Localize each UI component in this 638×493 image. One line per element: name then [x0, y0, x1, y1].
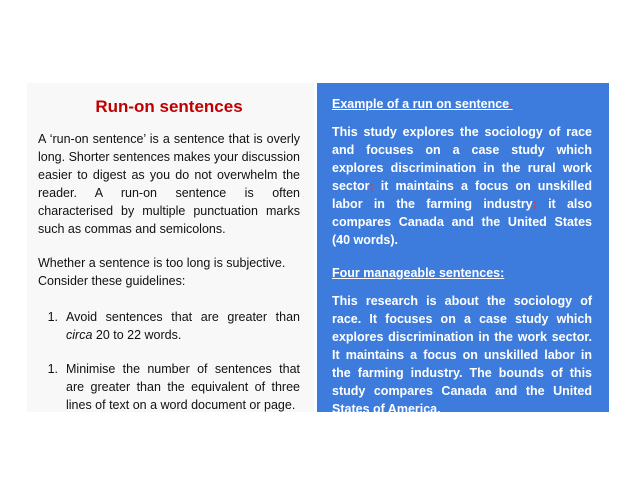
manageable-heading — [332, 264, 592, 282]
guideline-number: 1. — [47, 310, 58, 324]
example-heading-period: . — [509, 97, 513, 111]
example-part: This study explores the sociology of race and focuses on a case study which explores discrimination in the rural work sector — [332, 125, 592, 193]
definition-paragraph: A ‘run-on sentence’ is a sentence that is overly long. Shorter sentences makes your discussion easier to digest as you do not overwhelm the reader. A run-on sentence is often characterised by multiple punctuation marks such as commas and semicolons. — [38, 132, 300, 236]
guideline-number: 1. — [47, 362, 58, 376]
guideline-text: Minimise the number of sentences that are greater than the equivalent of three lines of text on a word document or page. — [66, 362, 300, 412]
manageable-heading-colon: : — [500, 266, 505, 280]
manageable-heading-text: Four manageable sentences — [332, 266, 501, 280]
example-heading — [332, 95, 592, 113]
guideline-text-end: 20 to 22 words. — [92, 328, 182, 342]
right-panel — [317, 83, 609, 416]
guideline-text — [66, 308, 300, 344]
guideline-emphasis: circa — [66, 328, 93, 342]
manageable-example: This research is about the sociology of race. It focuses on a case study which explores discrimination in the work sector. It maintains a focus on unskilled labor in the farming industry. The bounds of this study compares Canada and the United States of America. — [332, 294, 592, 416]
example-part: it also compares Canada and the United States (40 words). — [332, 197, 592, 247]
highlighted-semicolon: ; — [532, 197, 537, 211]
run-on-example — [332, 123, 592, 249]
highlighted-semicolon: ; — [369, 179, 374, 193]
guideline-text-start: Avoid sentences that are greater than — [66, 310, 300, 324]
guidelines-list — [38, 308, 300, 414]
guideline-item — [38, 308, 300, 344]
guideline-item — [38, 360, 300, 414]
left-title: Run-on sentences — [95, 97, 243, 116]
example-heading-text: Example of a run on sentence — [332, 97, 510, 111]
example-part: it maintains a focus on unskilled labor in the farming industry — [332, 179, 592, 211]
left-panel — [27, 83, 314, 412]
guidelines-intro: Whether a sentence is too long is subjective. Consider these guidelines: — [38, 256, 286, 288]
